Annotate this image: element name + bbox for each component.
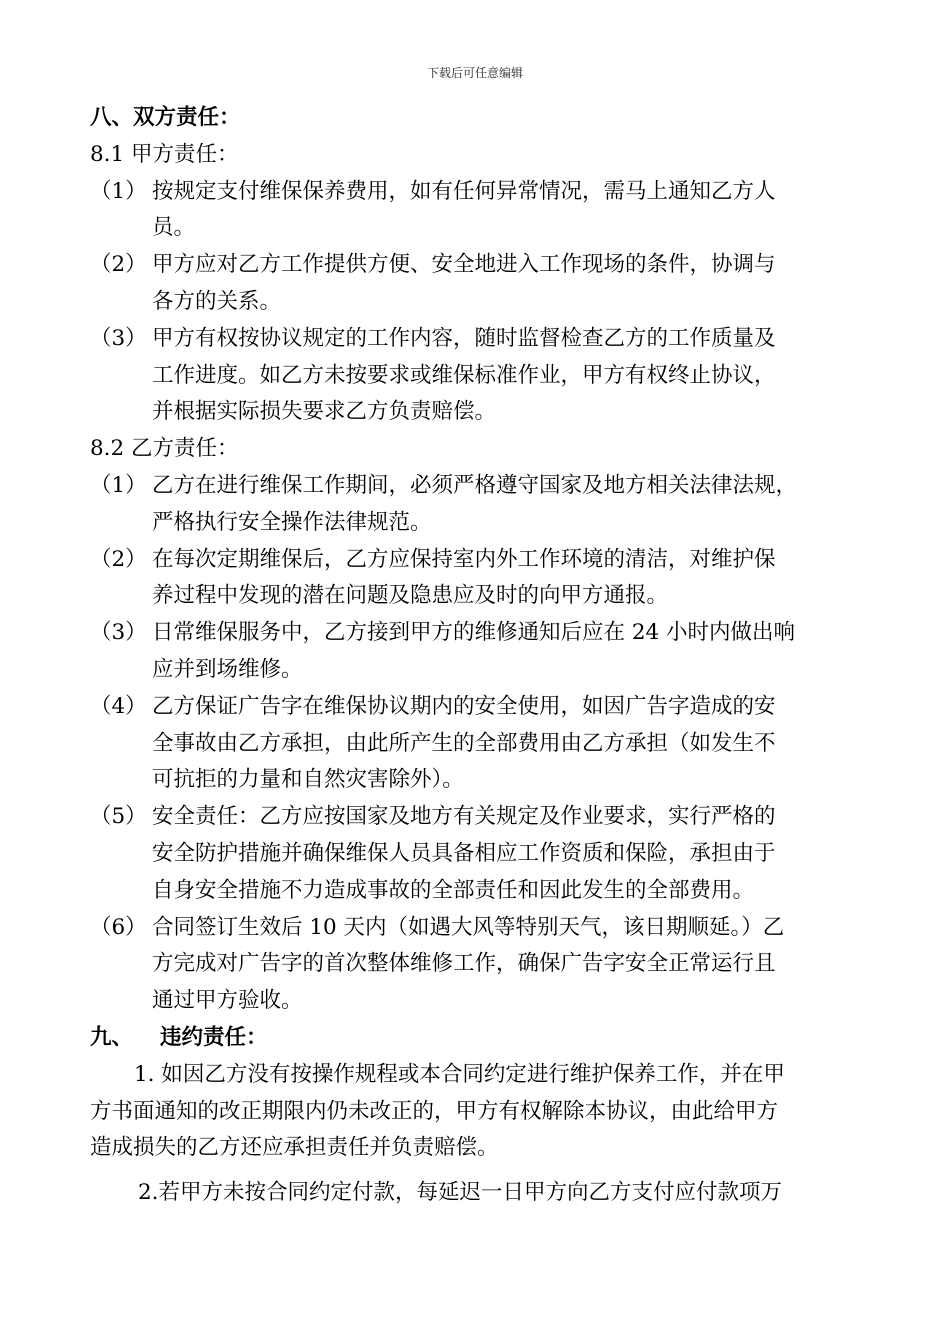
item-text: 乙方保证广告字在维保协议期内的安全使用，如因广告字造成的安 — [152, 693, 776, 719]
section-9-number: 九、 — [90, 1024, 134, 1050]
item-number: （3） — [90, 620, 147, 646]
item-text-continued: 可抗拒的力量和自然灾害除外）。 — [152, 767, 464, 793]
list-item — [90, 615, 870, 652]
item-text-continued: 应并到场维修。 — [152, 656, 303, 682]
section-9-paragraph-1 — [90, 1057, 870, 1167]
item-text: 安全责任：乙方应按国家及地方有关规定及作业要求，实行严格的 — [152, 804, 776, 830]
item-number: （4） — [90, 693, 147, 719]
item-number: （2） — [90, 252, 147, 278]
item-number: （1） — [90, 472, 147, 498]
item-text-continued: 工作进度。如乙方未按要求或维保标准作业，甲方有权终止协议， — [152, 362, 776, 388]
item-text-continued: 通过甲方验收。 — [152, 988, 303, 1014]
party-a-list — [90, 174, 870, 432]
item-number: （5） — [90, 804, 147, 830]
list-item — [90, 799, 870, 836]
list-item — [90, 542, 870, 579]
item-text: 甲方应对乙方工作提供方便、安全地进入工作现场的条件，协调与 — [152, 252, 776, 278]
item-number: （6） — [90, 914, 147, 940]
list-item — [90, 321, 870, 358]
item-text-continued: 员。 — [152, 215, 196, 241]
item-text-continued: 方完成对广告字的首次整体维修工作，确保广告字安全正常运行且 — [152, 951, 776, 977]
item-text: 在每次定期维保后，乙方应保持室内外工作环境的清洁，对维护保 — [152, 546, 776, 572]
item-number: （1） — [90, 178, 147, 204]
paragraph-line: 造成损失的乙方还应承担责任并负责赔偿。 — [90, 1135, 499, 1161]
paragraph-gap — [90, 1167, 870, 1175]
item-text-continued: 自身安全措施不力造成事故的全部责任和因此发生的全部费用。 — [152, 877, 755, 903]
paragraph-line: 1. 如因乙方没有按操作规程或本合同约定进行维护保养工作，并在甲 — [134, 1061, 785, 1087]
party-b-subtitle: 8.2 乙方责任： — [90, 436, 239, 462]
item-text-continued: 全事故由乙方承担，由此所产生的全部费用由乙方承担（如发生不 — [152, 730, 776, 756]
list-item — [90, 689, 870, 726]
item-text-continued: 严格执行安全操作法律规范。 — [152, 509, 432, 535]
item-text-continued: 安全防护措施并确保维保人员具备相应工作资质和保险，承担由于 — [152, 840, 776, 866]
party-a-subtitle: 8.1 甲方责任： — [90, 141, 239, 167]
party-b-list — [90, 468, 870, 1020]
item-text-continued: 并根据实际损失要求乙方负责赔偿。 — [152, 399, 497, 425]
section-9-paragraph-2 — [90, 1175, 870, 1212]
page-header: 下载后可任意编辑 — [426, 66, 523, 80]
item-text-continued: 各方的关系。 — [152, 288, 282, 314]
item-number: （3） — [90, 325, 147, 351]
list-item — [90, 247, 870, 284]
section-9-heading: 违约责任： — [160, 1024, 268, 1050]
section-8-title: 八、双方责任： — [90, 105, 241, 130]
item-text-continued: 养过程中发现的潜在问题及隐患应及时的向甲方通报。 — [152, 583, 669, 609]
paragraph-line: 2.若甲方未按合同约定付款，每延迟一日甲方向乙方支付应付款项万 — [138, 1180, 783, 1206]
section-9-title — [90, 1020, 870, 1057]
document-body — [90, 100, 870, 1212]
item-text: 乙方在进行维保工作期间，必须严格遵守国家及地方相关法律法规， — [152, 472, 798, 498]
item-text: 日常维保服务中，乙方接到甲方的维修通知后应在 24 小时内做出响 — [152, 620, 796, 646]
list-item — [90, 910, 870, 947]
item-text: 合同签订生效后 10 天内（如遇大风等特别天气，该日期顺延。）乙 — [152, 914, 785, 940]
item-text: 甲方有权按协议规定的工作内容，随时监督检查乙方的工作质量及 — [152, 325, 776, 351]
list-item — [90, 468, 870, 505]
paragraph-line: 方书面通知的改正期限内仍未改正的，甲方有权解除本协议，由此给甲方 — [90, 1098, 779, 1124]
item-text: 按规定支付维保保养费用，如有任何异常情况，需马上通知乙方人 — [152, 178, 776, 204]
item-number: （2） — [90, 546, 147, 572]
list-item — [90, 174, 870, 211]
